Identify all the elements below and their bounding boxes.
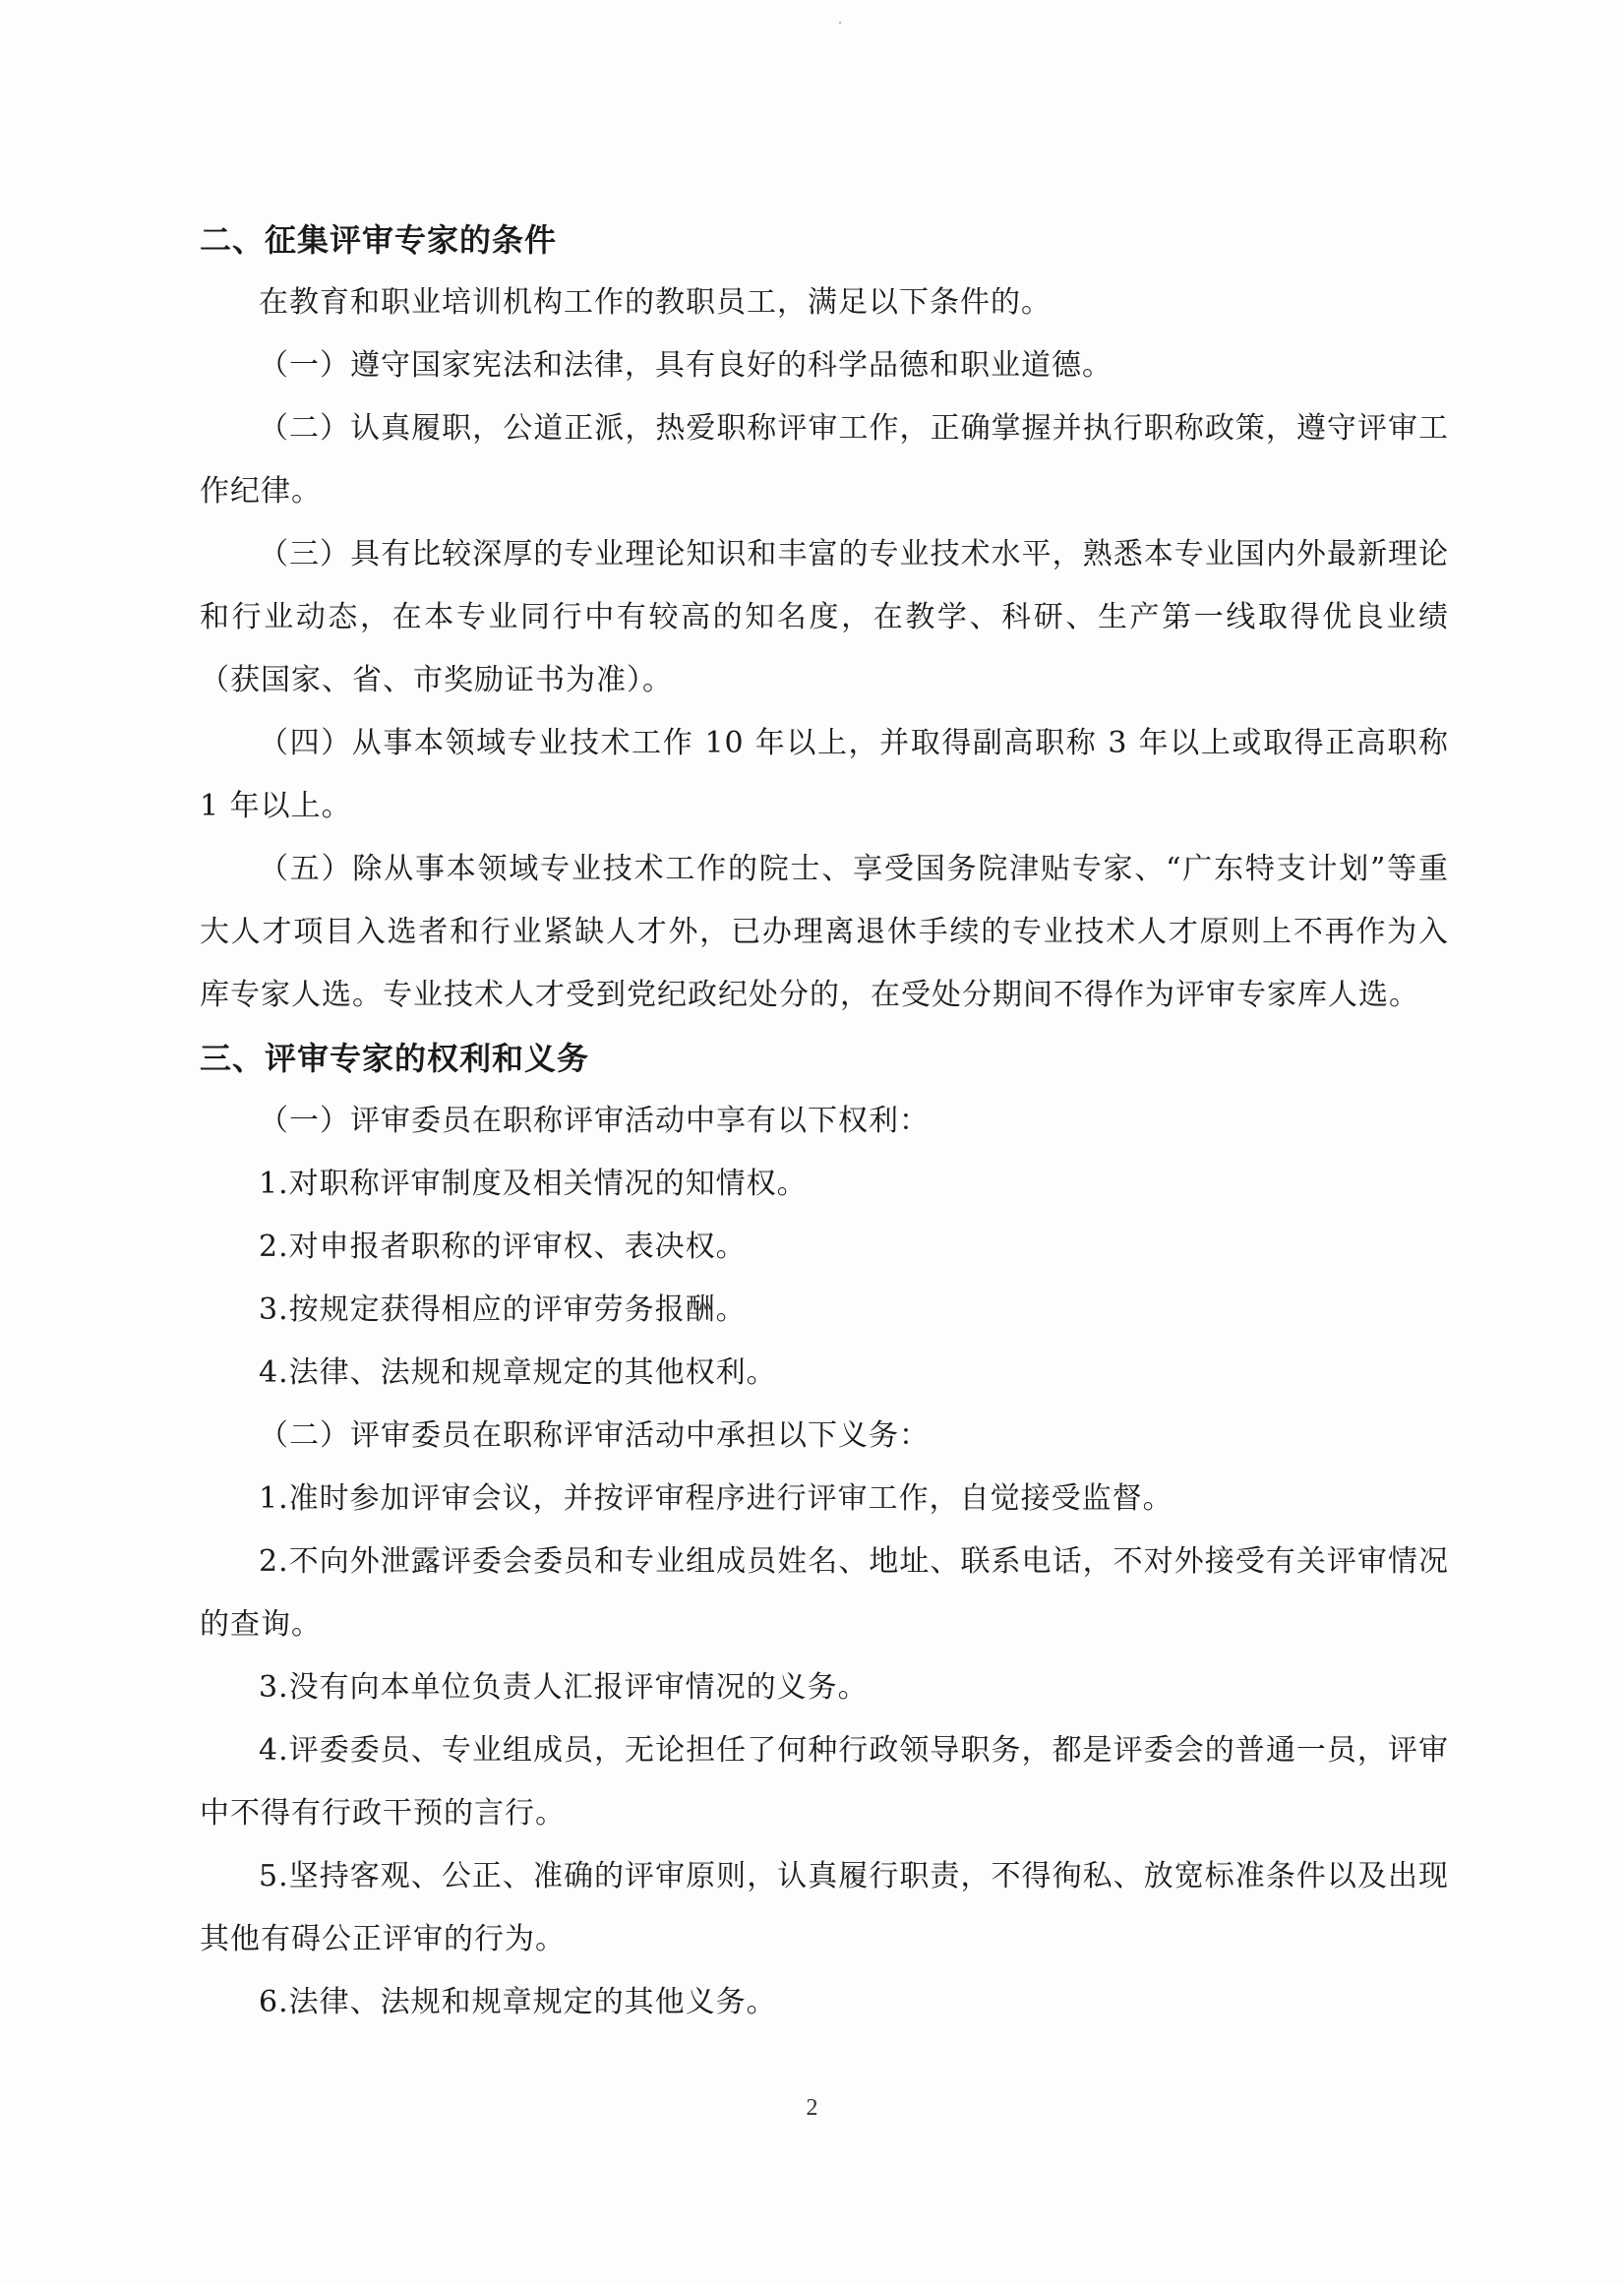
scan-speck bbox=[839, 22, 841, 24]
duties-item-3: 3.没有向本单位负责人汇报评审情况的义务。 bbox=[259, 1670, 869, 1705]
condition-item-3: （三）具有比较深厚的专业理论知识和丰富的专业技术水平，熟悉本专业国内外最新理论和行业动态，在本专业同行中有较高的知名度，在教学、科研、生产第一线取得优良业绩（获国家、省、市奖励证书为准）。 bbox=[200, 537, 1449, 697]
section-2-heading: 二、征集评审专家的条件 bbox=[200, 221, 558, 259]
duties-item-6: 6.法律、法规和规章规定的其他义务。 bbox=[259, 1985, 777, 2019]
duties-item-2: 2.不向外泄露评委会委员和专业组成员姓名、地址、联系电话，不对外接受有关评审情况的查询。 bbox=[200, 1544, 1449, 1642]
condition-item-1: （一）遵守国家宪法和法律，具有良好的科学品德和职业道德。 bbox=[259, 348, 1113, 383]
duties-intro: （二）评审委员在职称评审活动中承担以下义务： bbox=[259, 1418, 930, 1453]
rights-item-2: 2.对申报者职称的评审权、表决权。 bbox=[259, 1230, 747, 1264]
rights-item-4: 4.法律、法规和规章规定的其他权利。 bbox=[259, 1355, 777, 1390]
duties-item-4: 4.评委委员、专业组成员，无论担任了何种行政领导职务，都是评委会的普通一员，评审中不得有行政干预的言行。 bbox=[200, 1733, 1449, 1831]
page-number: 2 bbox=[806, 2095, 818, 2121]
duties-item-1: 1.准时参加评审会议，并按评审程序进行评审工作，自觉接受监督。 bbox=[259, 1481, 1173, 1516]
condition-item-4: （四）从事本领域专业技术工作 10 年以上，并取得副高职称 3 年以上或取得正高职称 1 年以上。 bbox=[200, 726, 1449, 823]
rights-item-3: 3.按规定获得相应的评审劳务报酬。 bbox=[259, 1292, 747, 1327]
rights-item-1: 1.对职称评审制度及相关情况的知情权。 bbox=[259, 1167, 808, 1201]
duties-item-5: 5.坚持客观、公正、准确的评审原则，认真履行职责，不得徇私、放宽标准条件以及出现其他有碍公正评审的行为。 bbox=[200, 1859, 1449, 1956]
condition-item-5: （五）除从事本领域专业技术工作的院士、享受国务院津贴专家、“广东特支计划”等重大人才项目入选者和行业紧缺人才外，已办理离退休手续的专业技术人才原则上不再作为入库专家人选。专业技术人才受到党纪政纪处分的，在受处分期间不得作为评审专家库人选。 bbox=[200, 852, 1449, 1012]
rights-intro: （一）评审委员在职称评审活动中享有以下权利： bbox=[259, 1104, 930, 1138]
section-2-intro: 在教育和职业培训机构工作的教职员工，满足以下条件的。 bbox=[259, 285, 1052, 320]
condition-item-2: （二）认真履职，公道正派，热爱职称评审工作，正确掌握并执行职称政策，遵守评审工作纪律。 bbox=[200, 411, 1449, 509]
section-3-heading: 三、评审专家的权利和义务 bbox=[200, 1040, 590, 1077]
page-body bbox=[200, 209, 1449, 2034]
